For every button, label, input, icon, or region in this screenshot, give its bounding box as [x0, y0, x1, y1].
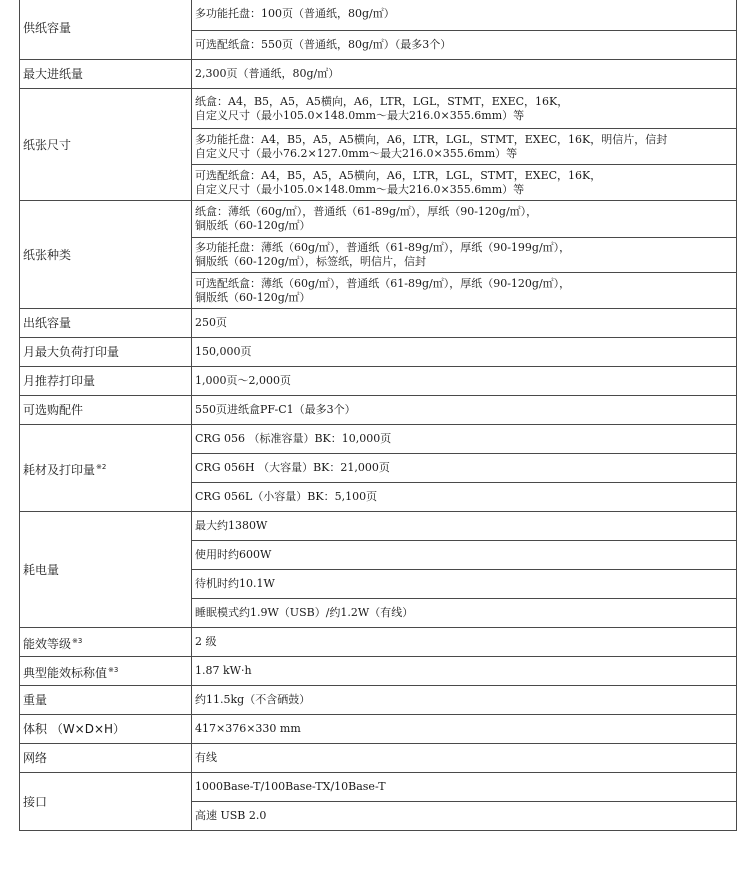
table-cell: 睡眠模式约1.9W（USB）/约1.2W（有线） [192, 599, 737, 628]
table-cell: 多功能托盘：100页（普通纸，80g/㎡） [192, 0, 737, 31]
table-row [20, 60, 737, 89]
table-row [20, 512, 737, 541]
table-row [20, 628, 737, 657]
table-row [20, 425, 737, 454]
table-cell: 1000Base-T/100Base-TX/10Base-T [192, 773, 737, 802]
table-row [20, 657, 737, 686]
table-row [20, 309, 737, 338]
table-cell: 有线 [192, 744, 737, 773]
table-cell: 使用时约600W [192, 541, 737, 570]
table-row [20, 744, 737, 773]
table-row [20, 89, 737, 129]
table-row [20, 396, 737, 425]
table-cell: 1,000页～2,000页 [192, 367, 737, 396]
row-label-options: 可选购配件 [20, 396, 192, 425]
row-label-output-capacity: 出纸容量 [20, 309, 192, 338]
footnote-mark: ※2 [96, 462, 107, 471]
table-cell: 2,300页（普通纸，80g/㎡） [192, 60, 737, 89]
table-cell: 550页进纸盒PF-C1（最多3个） [192, 396, 737, 425]
row-label-max-monthly: 月最大负荷打印量 [20, 338, 192, 367]
table-row [20, 338, 737, 367]
table-row [20, 773, 737, 802]
row-label-tec-value: 典型能效标称值$^{※3}$ [20, 657, 192, 686]
row-label-interface: 接口 [20, 773, 192, 831]
table-cell: 多功能托盘：A4，B5，A5，A5横向，A6，LTR，LGL，STMT，EXEC，16K，明信片，信封 自定义尺寸（最小76.2×127.0mm～最大216.0×355.6mm）等 [192, 129, 737, 165]
table-row [20, 686, 737, 715]
table-cell: 约11.5kg（不含硒鼓） [192, 686, 737, 715]
table-cell: 可选配纸盒：薄纸（60g/㎡），普通纸（61-89g/㎡），厚纸（90-120g/㎡）， 铜版纸（60-120g/㎡） [192, 273, 737, 309]
table-cell: 纸盒：薄纸（60g/㎡），普通纸（61-89g/㎡），厚纸（90-120g/㎡）， 铜版纸（60-120g/㎡） [192, 201, 737, 238]
table-cell: 纸盒：A4，B5，A5，A5横向，A6，LTR，LGL，STMT，EXEC，16K， 自定义尺寸（最小105.0×148.0mm～最大216.0×355.6mm）等 [192, 89, 737, 129]
table-cell: 可选配纸盒：A4，B5，A5，A5横向，A6，LTR，LGL，STMT，EXEC，16K， 自定义尺寸（最小105.0×148.0mm～最大216.0×355.6mm）等 [192, 165, 737, 201]
row-label-paper-type: 纸张种类 [20, 201, 192, 309]
footnote-mark: ※3 [108, 665, 119, 674]
table-cell: 可选配纸盒：550页（普通纸，80g/㎡）（最多3个） [192, 31, 737, 60]
table-cell: 高速 USB 2.0 [192, 802, 737, 831]
table-cell: 1.87 kW·h [192, 657, 737, 686]
row-label-dimensions: 体积 （W×D×H） [20, 715, 192, 744]
row-label-weight: 重量 [20, 686, 192, 715]
footnote-mark: ※3 [72, 636, 83, 645]
table-cell: CRG 056L（小容量）BK：5,100页 [192, 483, 737, 512]
row-label-recommended-monthly: 月推荐打印量 [20, 367, 192, 396]
table-row [20, 0, 737, 31]
row-label-paper-size: 纸张尺寸 [20, 89, 192, 201]
spec-table [19, 0, 737, 831]
table-row [20, 201, 737, 238]
row-label-consumables: 耗材及打印量$^{※2}$ [20, 425, 192, 512]
table-cell: 2 级 [192, 628, 737, 657]
table-row [20, 715, 737, 744]
table-cell: CRG 056H （大容量）BK：21,000页 [192, 454, 737, 483]
table-cell: CRG 056 （标准容量）BK：10,000页 [192, 425, 737, 454]
row-label-paper-capacity: 供纸容量 [20, 0, 192, 60]
table-cell: 250页 [192, 309, 737, 338]
table-cell: 多功能托盘：薄纸（60g/㎡），普通纸（61-89g/㎡），厚纸（90-199g/㎡）， 铜版纸（60-120g/㎡），标签纸，明信片，信封 [192, 238, 737, 273]
table-row [20, 367, 737, 396]
row-label-power: 耗电量 [20, 512, 192, 628]
row-label-energy-class: 能效等级$^{※3}$ [20, 628, 192, 657]
table-cell: 待机时约10.1W [192, 570, 737, 599]
row-label-network: 网络 [20, 744, 192, 773]
row-label-max-input: 最大进纸量 [20, 60, 192, 89]
table-cell: 150,000页 [192, 338, 737, 367]
table-cell: 最大约1380W [192, 512, 737, 541]
table-cell: 417×376×330 mm [192, 715, 737, 744]
